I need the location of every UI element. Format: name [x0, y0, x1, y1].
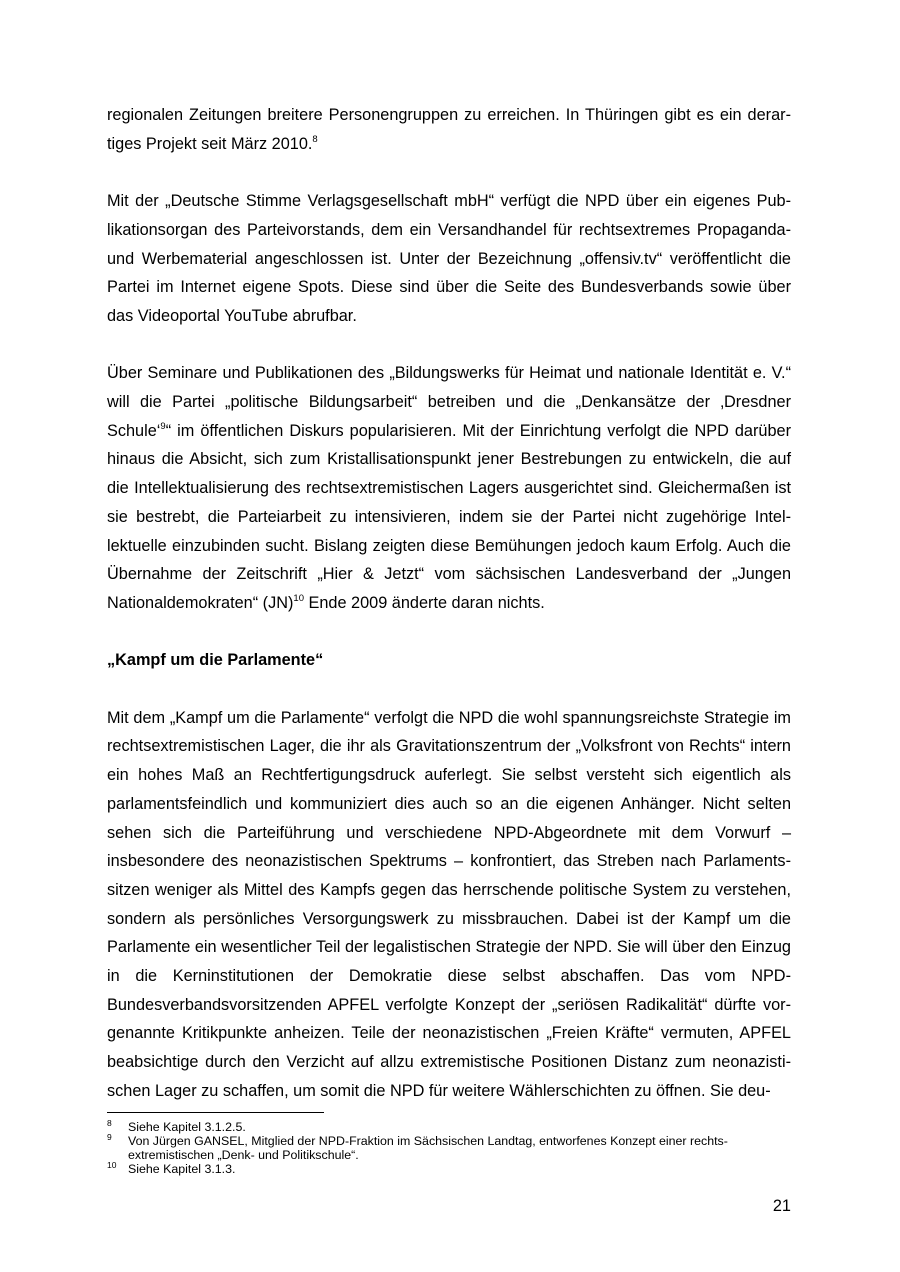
footnotes [107, 1120, 791, 1176]
paragraph-text: Ende 2009 änderte daran nichts. [303, 593, 545, 612]
footnote-ref-9[interactable]: 9 [160, 420, 166, 432]
document-body [107, 101, 791, 1106]
paragraph-text: “ im öffentlichen Diskurs popularisieren. Mit der Einrichtung verfolgt die NPD darüber hinaus die Absicht, sich zum Kristallisationspunkt jener Bestrebungen zu entwickeln, die auf die Intellektualisierung des rechtsextremistischen Lagers ausgerichtet sind. Gleichermaßen ist sie bestrebt, die Parteiarbeit zu intensivieren, indem sie der Partei nicht zugehörige Intellektuelle einzubinden sucht. Bislang zeigten diese Bemühungen jedoch kaum Erfolg. Auch die Übernahme der Zeitschrift „Hier & Jetzt“ vom sächsischen Landesverband der „Jungen Nationaldemokraten“ (JN) [107, 421, 791, 612]
footnote-text: Siehe Kapitel 3.1.2.5. [128, 1120, 246, 1134]
paragraph-regional-newspapers [107, 101, 791, 158]
section-heading: „Kampf um die Parlamente“ [107, 651, 324, 670]
paragraph-spacer [107, 158, 791, 187]
footnote-ref-10[interactable]: 10 [293, 592, 304, 604]
footnote-number: 9 [107, 1132, 112, 1142]
paragraph-spacer [107, 331, 791, 360]
paragraph-text: Über Seminare und Publikationen des „Bildungswerks für Heimat und nationale Identität e. V.“ will die Partei „politische Bildungsarbeit“ betreiben und die „Denkansätze der ‚Dresdner Schule‘ [107, 364, 791, 440]
paragraph-text: Mit der „Deutsche Stimme Verlagsgesellschaft mbH“ verfügt die NPD über ein eigenes Publikationsorgan des Parteivorstands, dem ein Versandhandel für rechtsextremes Propaganda- und Werbematerial angeschlossen ist. Unter der Bezeichnung „offensiv.tv“ veröffentlicht die Partei im Internet eigene Spots. Diese sind über die Seite des Bundesverbands sowie über das Videoportal YouTube abrufbar. [107, 192, 791, 325]
footnote-number: 8 [107, 1118, 112, 1128]
paragraph-kampf-um-parlamente [107, 704, 791, 1106]
footnote-10 [107, 1162, 791, 1176]
paragraph-spacer [107, 618, 791, 647]
footnote-9 [107, 1134, 791, 1162]
footnote-text: Siehe Kapitel 3.1.3. [128, 1162, 236, 1176]
footnote-number: 10 [107, 1160, 117, 1170]
paragraph-deutsche-stimme [107, 187, 791, 331]
footnote-separator [107, 1112, 324, 1113]
footnote-ref-8[interactable]: 8 [312, 133, 318, 145]
page-number: 21 [772, 1197, 791, 1215]
paragraph-text: regionalen Zeitungen breitere Personengruppen zu erreichen. In Thüringen gibt es ein derartiges Projekt seit März 2010. [107, 106, 791, 153]
paragraph-text: Mit dem „Kampf um die Parlamente“ verfolgt die NPD die wohl spannungsreichste Strategie im rechtsextremistischen Lager, die ihr als Gravitationszentrum der „Volksfront von Rechts“ intern ein hohes Maß an Rechtfertigungsdruck auferlegt. Sie selbst versteht sich eigentlich als parlamentsfeindlich und kommuniziert dies auch so an die eigenen Anhänger. Nicht selten sehen sich die Parteiführung und verschiedene NPD-Abgeordnete mit dem Vorwurf – insbesondere des neonazistischen Spektrums – konfrontiert, das Streben nach Parlamentssitzen weniger als Mittel des Kampfs gegen das herrschende politische System zu verstehen, sondern als persönliches Versorgungswerk zu missbrauchen. Dabei ist der Kampf um die Parlamente ein wesentlicher Teil der legalistischen Strategie der NPD. Sie will über den Einzug in die Kerninstitutionen der Demokratie diese selbst abschaffen. Das vom NPD-Bundesverbandsvorsitzenden APFEL verfolgte Konzept der „seriösen Radikalität“ dürfte vorgenannte Kritikpunkte anheizen. Teile der neonazistischen „Freien Kräfte“ vermuten, APFEL beabsichtige durch den Verzicht auf allzu extremistische Positionen Distanz zum neonazistischen Lager zu schaffen, um somit die NPD für weitere Wählerschichten zu öffnen. Sie deu- [107, 708, 791, 1100]
paragraph-spacer [107, 675, 791, 704]
footnote-text: Von Jürgen GANSEL, Mitglied der NPD-Fraktion im Sächsischen Landtag, entworfenes Konzept einer rechtsextremistischen „Denk- und Politikschule“. [128, 1134, 728, 1162]
paragraph-bildungswerk [107, 359, 791, 617]
footnote-8 [107, 1120, 791, 1134]
